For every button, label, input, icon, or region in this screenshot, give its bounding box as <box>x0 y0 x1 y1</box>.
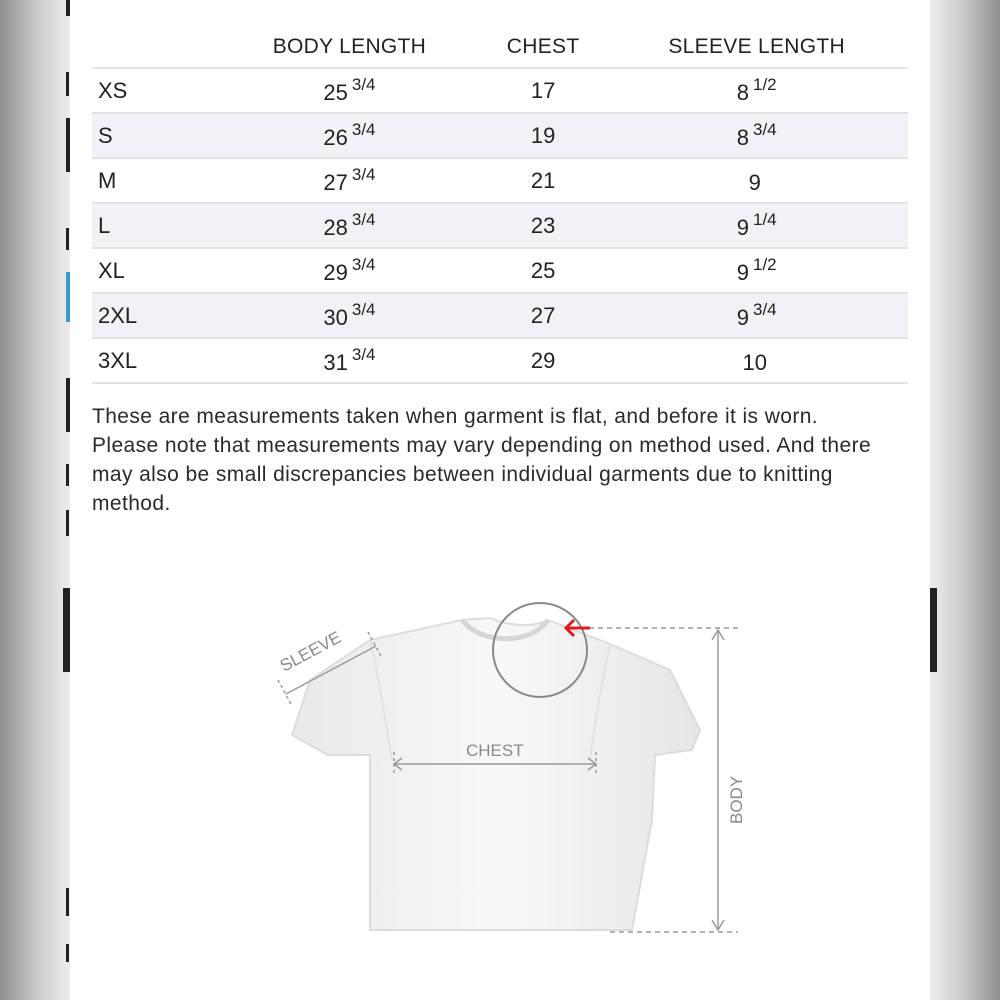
table-row <box>92 203 908 248</box>
size-label: 2XL <box>92 293 218 338</box>
body-length-fraction: 3/4 <box>351 120 376 139</box>
sleeve-label: SLEEVE <box>276 627 345 676</box>
sleeve-length-whole: 9 <box>736 260 749 285</box>
size-label: XS <box>92 68 218 113</box>
sleeve-length-whole: 10 <box>742 350 767 375</box>
chest-cell: 23 <box>481 203 606 248</box>
size-label: XL <box>92 248 218 293</box>
sleeve-length-cell <box>605 248 908 293</box>
size-label: S <box>92 113 218 158</box>
sleeve-length-fraction: 3/4 <box>753 120 777 139</box>
sleeve-length-whole: 9 <box>736 215 749 240</box>
body-length-fraction: 3/4 <box>351 75 376 94</box>
size-label: M <box>92 158 218 203</box>
body-length-whole: 28 <box>323 215 348 240</box>
sleeve-length-cell <box>605 68 908 113</box>
body-length-whole: 29 <box>323 260 348 285</box>
sleeve-length-fraction: 1/2 <box>753 255 777 274</box>
table-row <box>92 113 908 158</box>
edge-mark <box>66 888 69 916</box>
chest-cell: 29 <box>481 338 606 383</box>
table-header-row <box>92 27 908 68</box>
chest-cell: 27 <box>481 293 606 338</box>
table-row <box>92 68 908 113</box>
size-table <box>92 27 908 384</box>
header-size <box>92 27 218 68</box>
sleeve-length-cell <box>605 158 908 203</box>
size-label: L <box>92 203 218 248</box>
edge-mark <box>66 72 69 96</box>
sleeve-length-cell <box>605 293 908 338</box>
header-body-length: BODY LENGTH <box>218 27 481 68</box>
chest-cell: 25 <box>481 248 606 293</box>
sleeve-length-cell <box>605 338 908 383</box>
sleeve-length-whole: 8 <box>736 80 749 105</box>
edge-mark <box>66 228 69 250</box>
edge-mark <box>66 464 69 486</box>
body-length-whole: 27 <box>323 170 348 195</box>
sleeve-length-fraction: 3/4 <box>753 300 777 319</box>
edge-mark <box>66 510 69 536</box>
chest-cell: 17 <box>481 68 606 113</box>
edge-mark <box>66 944 69 962</box>
table-row <box>92 248 908 293</box>
measurement-note: These are measurements taken when garment is flat, and before it is worn. Please note that measurements may vary depending on method used. And there may also be small discrepancies between individual garments due to knitting method. <box>92 405 872 515</box>
sleeve-length-whole: 9 <box>736 305 749 330</box>
body-length-fraction: 3/4 <box>351 165 376 184</box>
body-length-cell <box>218 338 481 383</box>
body-length-fraction: 3/4 <box>351 300 376 319</box>
sleeve-length-whole: 8 <box>736 125 749 150</box>
sleeve-length-fraction: 1/4 <box>753 210 777 229</box>
edge-mark <box>930 588 937 672</box>
header-chest: CHEST <box>481 27 606 68</box>
body-length-cell <box>218 113 481 158</box>
body-length-fraction: 3/4 <box>351 255 376 274</box>
size-label: 3XL <box>92 338 218 383</box>
body-length-cell <box>218 203 481 248</box>
body-length-whole: 30 <box>323 305 348 330</box>
sleeve-length-whole: 9 <box>748 170 761 195</box>
body-length-cell <box>218 293 481 338</box>
body-length-cell <box>218 158 481 203</box>
table-row <box>92 338 908 383</box>
body-length-cell <box>218 68 481 113</box>
chest-label: CHEST <box>466 741 524 760</box>
table-row <box>92 293 908 338</box>
chest-cell: 19 <box>481 113 606 158</box>
body-length-whole: 26 <box>323 125 348 150</box>
body-label: BODY <box>727 775 746 824</box>
sleeve-length-cell <box>605 113 908 158</box>
chest-cell: 21 <box>481 158 606 203</box>
table-row <box>92 158 908 203</box>
body-length-whole: 25 <box>323 80 348 105</box>
edge-mark <box>63 588 70 672</box>
body-length-fraction: 3/4 <box>351 345 376 364</box>
tshirt-measurement-diagram <box>70 560 930 1000</box>
sleeve-length-cell <box>605 203 908 248</box>
sleeve-length-fraction: 1/2 <box>753 75 777 94</box>
body-length-fraction: 3/4 <box>351 210 376 229</box>
body-length-whole: 31 <box>323 350 348 375</box>
body-length-cell <box>218 248 481 293</box>
header-sleeve-length: SLEEVE LENGTH <box>605 27 908 68</box>
size-chart-panel <box>70 0 930 1000</box>
